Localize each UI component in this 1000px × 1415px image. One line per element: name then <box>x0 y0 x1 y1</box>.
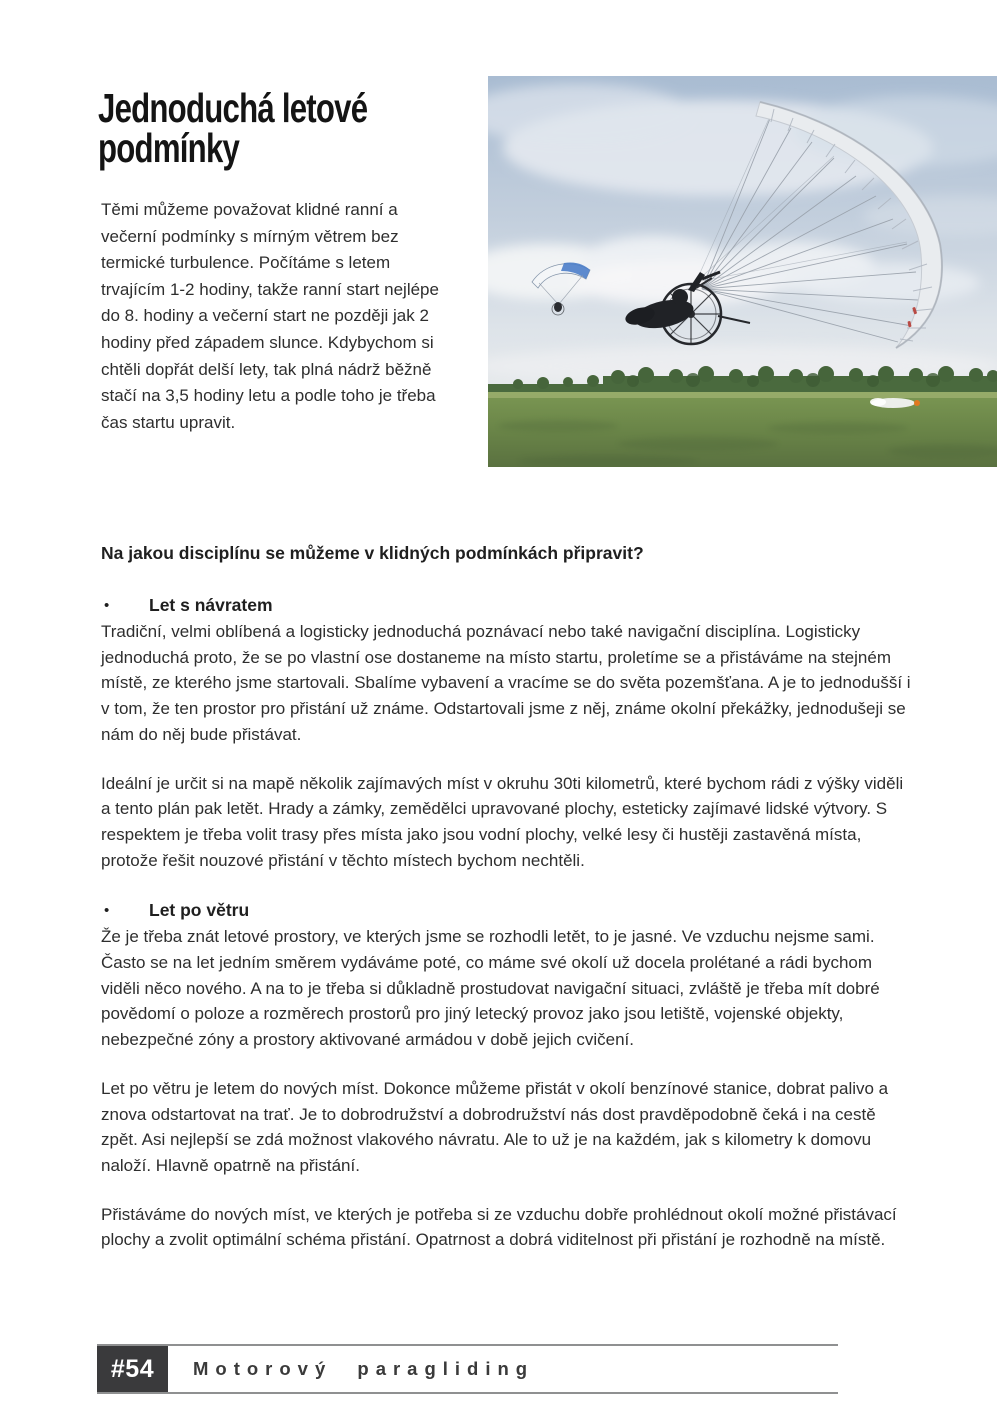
article-body <box>101 540 913 1253</box>
intro-paragraph: Těmi můžeme považovat klidné ranní a večerní podmínky s mírným větrem bez termické turbulence. Počítáme s letem trvajícím 1-2 hodiny, takže ranní start nejlépe do 8. hodiny a večerní start ne později jak 2 hodiny před západem slunce. Kdybychom si chtěli dopřát delší lety, tak plná nádrž běžně stačí na 3,5 hodiny letu a podle toho je třeba čas startu upravit. <box>101 200 439 432</box>
paragraph-vetru-1: Že je třeba znát letové prostory, ve kterých jsme se rozhodli letět, to je jasné. Ve vzduchu nejsme sami. Často se na let jedním směrem vydáváme poté, co máme své okolí už docela prolétané a rádi bychom viděli něco nového. A na to je třeba si důkladně prostudovat navigační situaci, zvláště je třeba mít dobré povědomí o poloze a rozměrech prostorů pro jiný letecký provoz jako jsou letiště, vojenské objekty, nebezpečné zóny a prostory aktivované armádou v době jejich cvičení. <box>101 927 880 1050</box>
paragraph-vetru-2: Let po větru je letem do nových míst. Dokonce můžeme přistát v okolí benzínové stanice, dobrat palivo a znova odstartovat na trať. Je to dobrodružství a dobrodružství nás dost pravděpodobně čeká i na cestě zpět. Asi nejlepší se zdá možnost vlakového návratu. Ale to už je na každém, jak s kilometry k domovu naloží. Hlavně opatrně na přistání. <box>101 1078 889 1175</box>
footer-book-title: Motorový paragliding <box>193 1358 535 1379</box>
page-title-line1: Jednoduchá letové <box>98 85 368 131</box>
page-title <box>98 85 368 171</box>
bullet-item-let-s-navratem <box>101 593 913 619</box>
paragraph-navratem-1: Tradiční, velmi oblíbená a logisticky jednoduchá poznávací nebo také navigační disciplína. Logisticky jednoduchá proto, že se po vlastní ose dostaneme na místo startu, proletíme se a přistáváme na stejném místě, ze kterého jsme startovali. Sbalíme vybavení a vracíme se do světa pozemšťana. A je to jednodušší i v tom, že ten prostor pro přistání už známe. Odstartovali jsme z něj, známe okolní překážky, jednodušeji se nám do něj bude přistávat. <box>101 622 911 744</box>
paragraph-vetru-3: Přistáváme do nových míst, ve kterých je potřeba si ze vzduchu dobře prohlédnout okolí možné přistávací plochy a zvolit optimální schéma přistání. Opatrnost a dobrá viditelnost při přistání je rozhodně na místě. <box>101 1204 897 1250</box>
bullet-label-let-s-navratem: Let s návratem <box>149 595 273 615</box>
page-footer <box>97 1344 838 1394</box>
issue-number: #54 <box>110 1354 155 1383</box>
bullet-marker: • <box>104 597 110 614</box>
field <box>488 392 997 467</box>
bullet-marker: • <box>104 902 110 920</box>
issue-number-badge <box>97 1346 168 1392</box>
photo-paramotor-landing <box>488 76 997 467</box>
bullet-label-let-po-vetru: Let po větru <box>149 900 250 921</box>
bullet-item-let-po-vetru <box>101 898 913 924</box>
paramotor-photo-illustration <box>488 76 997 467</box>
page-title-line2: podmínky <box>98 125 240 171</box>
section-heading: Na jakou disciplínu se můžeme v klidných podmínkách připravit? <box>101 543 644 563</box>
paragraph-navratem-2: Ideální je určit si na mapě několik zajímavých míst v okruhu 30ti kilometrů, které bychom rádi z výšky viděli a tento plán pak letět. Hrady a zámky, zemědělci upravované plochy, esteticky zajímavé lidské výtvory. S respektem je třeba volit trasy přes místa jako jsou vodní plochy, velké lesy či hustěji zastavěná místa, protože řešit nouzové přistání v těchto místech bychom nechtěli. <box>101 773 904 870</box>
